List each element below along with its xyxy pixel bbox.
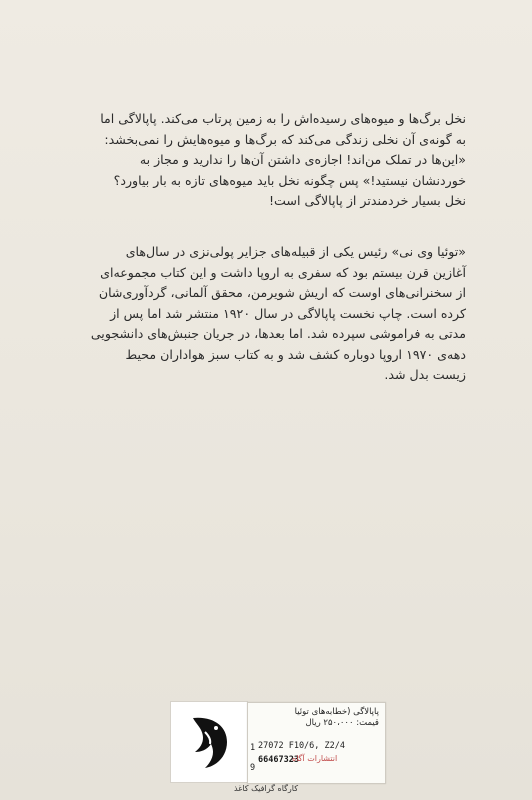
blurb-paragraph-2 <box>56 242 466 386</box>
sticker-codes: 27072 F10/6, Z2/4 <box>258 741 345 751</box>
text-line: از سخنرانی‌های اوست که اریش شویرمن، محقق آلمانی، گردآوری‌شان <box>98 285 466 300</box>
barcode-digit-bottom: 9 <box>250 763 256 773</box>
blurb-paragraph-1 <box>56 109 466 212</box>
text-line: «توئیا وی نی» رئیس یکی از قبیله‌های جزایر پولی‌نزی در سال‌های <box>125 244 466 259</box>
price-sticker <box>247 702 386 784</box>
text-line: نخل بسیار خردمندتر از پاپالاگی است! <box>268 193 466 208</box>
text-line: کرده است. چاپ نخست پاپالاگی در سال ۱۹۲۰ منتشر شد اما پس از <box>110 305 466 321</box>
text-line: مدتی به فراموشی سپرده شد. اما بعدها، در جریان جنبش‌های دانشجویی <box>90 326 466 341</box>
sticker-phone: 66467323 <box>258 755 299 765</box>
sticker-title: پاپالاگی (خطابه‌های توئیا <box>294 707 379 717</box>
text-line: نخل برگ‌ها و میوه‌های رسیده‌اش را به زمین پرتاب می‌کند. پاپالاگی اما <box>100 111 466 126</box>
text-line: دهه‌ی ۱۹۷۰ اروپا دوباره کشف شد و به کتاب سبز هواداران محیط <box>125 346 466 362</box>
sticker-price: قیمت: ۲۵۰،۰۰۰ ریال <box>305 718 379 728</box>
text-line: زیست بدل شد. <box>384 367 466 382</box>
designer-credit: کارگاه گرافیک کاغذ <box>233 784 299 793</box>
text-line: خوردنشان نیستید!» پس چگونه نخل باید میوه‌های تازه به بار بیاورد؟ <box>113 172 466 188</box>
sticker-publisher: انتشارات آگاه <box>292 754 338 763</box>
publisher-logo <box>170 701 248 783</box>
bird-logo-icon <box>183 712 235 772</box>
text-line: «این‌ها در تملک من‌اند! اجازه‌ی داشتن آن‌ها را ندارید و مجاز به <box>139 152 466 167</box>
barcode-digit-top: 1 <box>250 743 256 753</box>
text-line: به گونه‌ی آن نخلی زندگی می‌کند که برگ‌ها و میوه‌هایش را نمی‌بخشد: <box>104 131 466 147</box>
text-line: آغازین قرن بیستم بود که سفری به اروپا داشت و این کتاب مجموعه‌ای <box>100 264 466 280</box>
